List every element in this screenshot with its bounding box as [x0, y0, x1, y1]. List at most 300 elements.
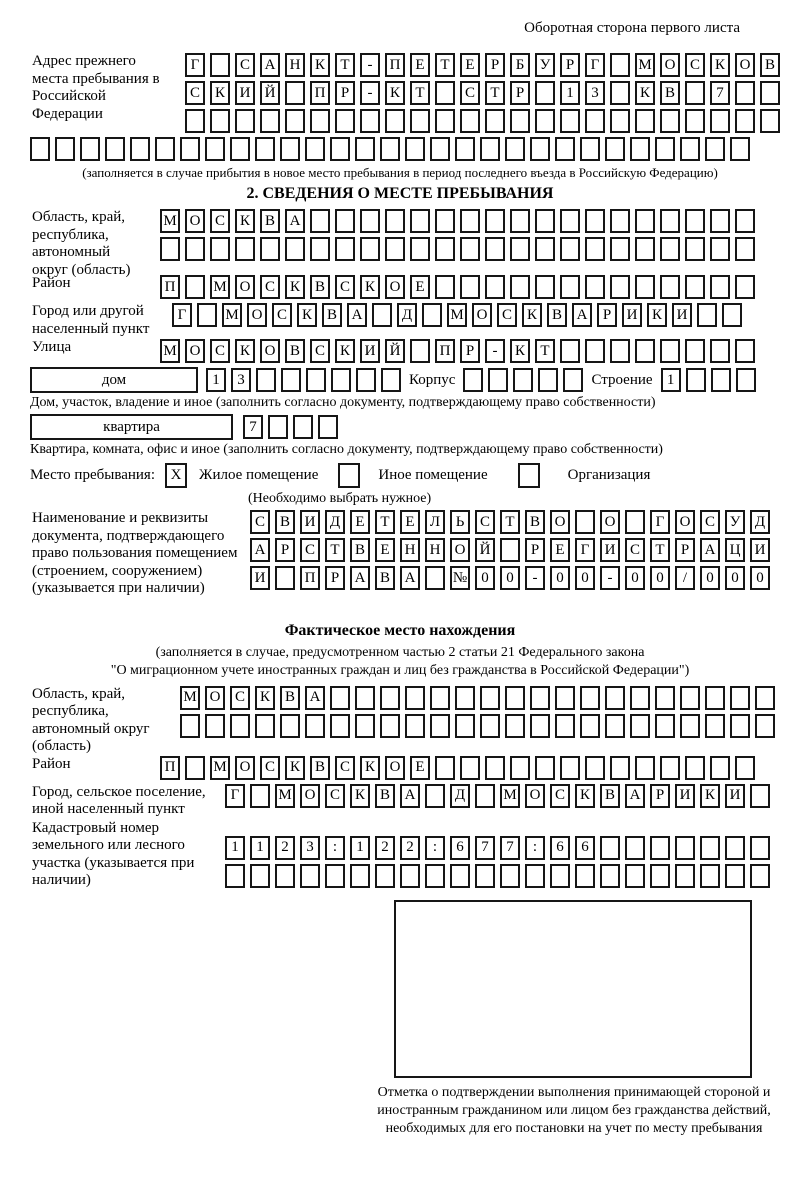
char-box[interactable]	[130, 137, 150, 161]
char-box[interactable]	[460, 756, 480, 780]
char-box[interactable]	[660, 756, 680, 780]
char-box[interactable]	[686, 368, 706, 392]
char-box[interactable]: Т	[500, 510, 520, 534]
char-box[interactable]	[750, 784, 770, 808]
char-box[interactable]: Д	[397, 303, 417, 327]
char-box[interactable]: 0	[500, 566, 520, 590]
char-box[interactable]: 0	[750, 566, 770, 590]
char-box[interactable]	[700, 836, 720, 860]
char-box[interactable]: П	[160, 756, 180, 780]
char-box[interactable]	[430, 714, 450, 738]
char-box[interactable]	[250, 784, 270, 808]
char-box[interactable]: С	[185, 81, 205, 105]
char-box[interactable]	[210, 237, 230, 261]
char-box[interactable]: В	[322, 303, 342, 327]
char-box[interactable]	[485, 209, 505, 233]
char-box[interactable]: О	[185, 209, 205, 233]
char-box[interactable]	[230, 137, 250, 161]
char-box[interactable]	[722, 303, 742, 327]
char-box[interactable]	[555, 686, 575, 710]
char-box[interactable]: М	[210, 756, 230, 780]
char-box[interactable]	[760, 81, 780, 105]
char-box[interactable]	[680, 137, 700, 161]
char-box[interactable]: А	[625, 784, 645, 808]
char-box[interactable]	[635, 339, 655, 363]
char-box[interactable]	[250, 864, 270, 888]
char-box[interactable]: Д	[450, 784, 470, 808]
char-box[interactable]	[630, 686, 650, 710]
char-box[interactable]	[585, 237, 605, 261]
char-box[interactable]	[610, 756, 630, 780]
char-box[interactable]	[372, 303, 392, 327]
char-box[interactable]	[435, 275, 455, 299]
char-box[interactable]	[180, 137, 200, 161]
char-box[interactable]: Г	[575, 538, 595, 562]
char-box[interactable]: -	[525, 566, 545, 590]
char-box[interactable]: С	[272, 303, 292, 327]
char-box[interactable]: Т	[435, 53, 455, 77]
char-box[interactable]	[30, 137, 50, 161]
char-box[interactable]: Г	[650, 510, 670, 534]
char-box[interactable]: М	[210, 275, 230, 299]
char-box[interactable]: 7	[475, 836, 495, 860]
char-box[interactable]	[630, 137, 650, 161]
char-box[interactable]	[710, 237, 730, 261]
char-box[interactable]	[331, 368, 351, 392]
char-box[interactable]: К	[335, 339, 355, 363]
char-box[interactable]	[205, 137, 225, 161]
char-box[interactable]: Р	[460, 339, 480, 363]
char-box[interactable]: Й	[385, 339, 405, 363]
char-box[interactable]	[575, 510, 595, 534]
char-box[interactable]	[460, 209, 480, 233]
char-box[interactable]	[610, 209, 630, 233]
char-box[interactable]	[580, 714, 600, 738]
char-box[interactable]	[385, 237, 405, 261]
char-box[interactable]	[425, 784, 445, 808]
char-box[interactable]: В	[280, 686, 300, 710]
char-box[interactable]: В	[375, 784, 395, 808]
char-box[interactable]: С	[700, 510, 720, 534]
char-box[interactable]: О	[185, 339, 205, 363]
char-box[interactable]: С	[685, 53, 705, 77]
char-box[interactable]	[560, 209, 580, 233]
char-box[interactable]: О	[247, 303, 267, 327]
char-box[interactable]: К	[310, 53, 330, 77]
char-box[interactable]: С	[310, 339, 330, 363]
char-box[interactable]	[356, 368, 376, 392]
char-box[interactable]	[625, 864, 645, 888]
char-box[interactable]	[460, 109, 480, 133]
char-box[interactable]: А	[400, 566, 420, 590]
char-box[interactable]	[335, 237, 355, 261]
char-box[interactable]: О	[450, 538, 470, 562]
char-box[interactable]	[575, 864, 595, 888]
char-box[interactable]: П	[385, 53, 405, 77]
char-box[interactable]	[285, 237, 305, 261]
char-box[interactable]	[280, 714, 300, 738]
char-box[interactable]	[318, 415, 338, 439]
char-box[interactable]	[350, 864, 370, 888]
char-box[interactable]: Д	[325, 510, 345, 534]
char-box[interactable]	[510, 275, 530, 299]
char-box[interactable]	[560, 275, 580, 299]
char-box[interactable]: К	[360, 275, 380, 299]
char-box[interactable]	[660, 275, 680, 299]
char-box[interactable]: С	[625, 538, 645, 562]
char-box[interactable]	[725, 836, 745, 860]
char-box[interactable]	[710, 339, 730, 363]
char-box[interactable]: К	[285, 756, 305, 780]
char-box[interactable]: :	[525, 836, 545, 860]
char-box[interactable]: М	[160, 339, 180, 363]
char-box[interactable]	[335, 109, 355, 133]
char-box[interactable]	[180, 714, 200, 738]
char-box[interactable]	[381, 368, 401, 392]
char-box[interactable]	[600, 836, 620, 860]
char-box[interactable]	[755, 714, 775, 738]
char-box[interactable]	[538, 368, 558, 392]
char-box[interactable]	[585, 339, 605, 363]
char-box[interactable]: В	[275, 510, 295, 534]
char-box[interactable]	[425, 566, 445, 590]
char-box[interactable]	[385, 209, 405, 233]
char-box[interactable]: 0	[575, 566, 595, 590]
char-box[interactable]: И	[750, 538, 770, 562]
char-box[interactable]	[725, 864, 745, 888]
char-box[interactable]: О	[205, 686, 225, 710]
char-box[interactable]: 1	[250, 836, 270, 860]
char-box[interactable]	[635, 237, 655, 261]
char-box[interactable]	[563, 368, 583, 392]
char-box[interactable]: Е	[410, 53, 430, 77]
char-box[interactable]	[280, 137, 300, 161]
char-box[interactable]: С	[497, 303, 517, 327]
char-box[interactable]	[360, 209, 380, 233]
char-box[interactable]	[630, 714, 650, 738]
char-box[interactable]	[310, 109, 330, 133]
char-box[interactable]	[735, 756, 755, 780]
char-box[interactable]: К	[350, 784, 370, 808]
char-box[interactable]	[655, 714, 675, 738]
char-box[interactable]	[585, 275, 605, 299]
char-box[interactable]	[660, 109, 680, 133]
char-box[interactable]	[735, 209, 755, 233]
char-box[interactable]	[355, 686, 375, 710]
char-box[interactable]	[306, 368, 326, 392]
char-box[interactable]	[255, 137, 275, 161]
char-box[interactable]	[675, 864, 695, 888]
char-box[interactable]	[500, 538, 520, 562]
char-box[interactable]: :	[425, 836, 445, 860]
char-box[interactable]	[185, 275, 205, 299]
char-box[interactable]	[735, 237, 755, 261]
char-box[interactable]	[750, 836, 770, 860]
char-box[interactable]: В	[375, 566, 395, 590]
char-box[interactable]	[185, 109, 205, 133]
char-box[interactable]: В	[525, 510, 545, 534]
char-box[interactable]	[736, 368, 756, 392]
char-box[interactable]	[513, 368, 533, 392]
char-box[interactable]	[435, 109, 455, 133]
char-box[interactable]	[160, 237, 180, 261]
char-box[interactable]	[635, 756, 655, 780]
char-box[interactable]: 0	[625, 566, 645, 590]
char-box[interactable]	[555, 714, 575, 738]
char-box[interactable]	[710, 209, 730, 233]
char-box[interactable]	[635, 109, 655, 133]
char-box[interactable]	[685, 339, 705, 363]
char-box[interactable]	[585, 109, 605, 133]
char-box[interactable]	[500, 864, 520, 888]
char-box[interactable]	[685, 237, 705, 261]
char-box[interactable]: 6	[550, 836, 570, 860]
char-box[interactable]: М	[275, 784, 295, 808]
char-box[interactable]	[610, 237, 630, 261]
char-box[interactable]: К	[510, 339, 530, 363]
char-box[interactable]: И	[725, 784, 745, 808]
char-box[interactable]	[697, 303, 717, 327]
char-box[interactable]	[700, 864, 720, 888]
char-box[interactable]: Г	[585, 53, 605, 77]
char-box[interactable]: К	[255, 686, 275, 710]
char-box[interactable]: Р	[275, 538, 295, 562]
char-box[interactable]	[310, 237, 330, 261]
char-box[interactable]	[625, 510, 645, 534]
char-box[interactable]: И	[672, 303, 692, 327]
char-box[interactable]: В	[285, 339, 305, 363]
char-box[interactable]: И	[360, 339, 380, 363]
char-box[interactable]	[255, 714, 275, 738]
char-box[interactable]: С	[550, 784, 570, 808]
char-box[interactable]	[530, 137, 550, 161]
char-box[interactable]	[705, 686, 725, 710]
char-box[interactable]: С	[230, 686, 250, 710]
char-box[interactable]	[610, 275, 630, 299]
char-box[interactable]	[480, 686, 500, 710]
char-box[interactable]	[510, 237, 530, 261]
char-box[interactable]: Ц	[725, 538, 745, 562]
char-box[interactable]	[185, 756, 205, 780]
char-box[interactable]: А	[347, 303, 367, 327]
char-box[interactable]	[293, 415, 313, 439]
char-box[interactable]: 1	[350, 836, 370, 860]
char-box[interactable]: В	[260, 209, 280, 233]
char-box[interactable]: И	[622, 303, 642, 327]
char-box[interactable]	[605, 714, 625, 738]
char-box[interactable]: О	[472, 303, 492, 327]
char-box[interactable]	[685, 209, 705, 233]
char-box[interactable]	[635, 209, 655, 233]
char-box[interactable]: Т	[375, 510, 395, 534]
char-box[interactable]	[105, 137, 125, 161]
char-box[interactable]: О	[600, 510, 620, 534]
char-box[interactable]	[450, 864, 470, 888]
char-box[interactable]	[330, 714, 350, 738]
char-box[interactable]	[560, 756, 580, 780]
char-box[interactable]: М	[635, 53, 655, 77]
char-box[interactable]: Т	[485, 81, 505, 105]
char-box[interactable]: 2	[375, 836, 395, 860]
char-box[interactable]: И	[675, 784, 695, 808]
char-box[interactable]: С	[260, 756, 280, 780]
char-box[interactable]: У	[725, 510, 745, 534]
char-box[interactable]: Б	[510, 53, 530, 77]
char-box[interactable]: К	[700, 784, 720, 808]
char-box[interactable]	[410, 209, 430, 233]
char-box[interactable]	[535, 81, 555, 105]
char-box[interactable]	[510, 109, 530, 133]
char-box[interactable]: О	[235, 756, 255, 780]
char-box[interactable]: 0	[550, 566, 570, 590]
char-box[interactable]	[197, 303, 217, 327]
char-box[interactable]: С	[335, 756, 355, 780]
char-box[interactable]	[405, 714, 425, 738]
char-box[interactable]	[705, 137, 725, 161]
char-box[interactable]: О	[735, 53, 755, 77]
char-box[interactable]	[730, 714, 750, 738]
char-box[interactable]	[530, 686, 550, 710]
char-box[interactable]	[750, 864, 770, 888]
char-box[interactable]: Г	[225, 784, 245, 808]
char-box[interactable]: Е	[460, 53, 480, 77]
char-box[interactable]	[405, 137, 425, 161]
char-box[interactable]: Е	[375, 538, 395, 562]
char-box[interactable]: Т	[650, 538, 670, 562]
char-box[interactable]	[380, 714, 400, 738]
char-box[interactable]	[655, 137, 675, 161]
char-box[interactable]	[480, 137, 500, 161]
char-box[interactable]: Е	[410, 756, 430, 780]
char-box[interactable]: Р	[650, 784, 670, 808]
char-box[interactable]	[660, 339, 680, 363]
char-box[interactable]: Е	[400, 510, 420, 534]
char-box[interactable]: И	[300, 510, 320, 534]
char-box[interactable]	[260, 109, 280, 133]
char-box[interactable]: 0	[700, 566, 720, 590]
char-box[interactable]	[485, 275, 505, 299]
char-box[interactable]	[330, 137, 350, 161]
char-box[interactable]	[305, 137, 325, 161]
char-box[interactable]: Р	[560, 53, 580, 77]
char-box[interactable]	[510, 756, 530, 780]
char-box[interactable]	[281, 368, 301, 392]
char-box[interactable]	[425, 864, 445, 888]
char-box[interactable]: С	[325, 784, 345, 808]
char-box[interactable]: В	[760, 53, 780, 77]
char-box[interactable]	[310, 209, 330, 233]
char-box[interactable]: В	[600, 784, 620, 808]
char-box[interactable]	[355, 714, 375, 738]
char-box[interactable]: У	[535, 53, 555, 77]
char-box[interactable]: О	[385, 756, 405, 780]
char-box[interactable]	[430, 137, 450, 161]
char-box[interactable]: 3	[231, 368, 251, 392]
char-box[interactable]: 2	[275, 836, 295, 860]
char-box[interactable]	[735, 275, 755, 299]
char-box[interactable]	[730, 137, 750, 161]
char-box[interactable]: Н	[400, 538, 420, 562]
char-box[interactable]: Г	[185, 53, 205, 77]
char-box[interactable]: Р	[510, 81, 530, 105]
char-box[interactable]	[550, 864, 570, 888]
char-box[interactable]: И	[600, 538, 620, 562]
char-box[interactable]	[485, 109, 505, 133]
char-box[interactable]	[485, 237, 505, 261]
char-box[interactable]	[710, 275, 730, 299]
char-box[interactable]: 0	[475, 566, 495, 590]
char-box[interactable]	[735, 81, 755, 105]
char-box[interactable]	[675, 836, 695, 860]
char-box[interactable]	[235, 237, 255, 261]
char-box[interactable]	[460, 237, 480, 261]
char-box[interactable]: Е	[410, 275, 430, 299]
char-box[interactable]	[685, 81, 705, 105]
char-box[interactable]	[680, 714, 700, 738]
char-box[interactable]: Р	[675, 538, 695, 562]
char-box[interactable]	[305, 714, 325, 738]
char-box[interactable]	[650, 864, 670, 888]
char-box[interactable]: О	[550, 510, 570, 534]
char-box[interactable]: 6	[450, 836, 470, 860]
char-box[interactable]: С	[210, 209, 230, 233]
char-box[interactable]	[155, 137, 175, 161]
char-box[interactable]: -	[360, 53, 380, 77]
char-box[interactable]: Й	[475, 538, 495, 562]
char-box[interactable]: Д	[750, 510, 770, 534]
char-box[interactable]	[410, 109, 430, 133]
char-box[interactable]	[275, 864, 295, 888]
char-box[interactable]: С	[300, 538, 320, 562]
char-box[interactable]: О	[660, 53, 680, 77]
checkbox-other-premises[interactable]	[338, 463, 360, 488]
char-box[interactable]: Р	[325, 566, 345, 590]
char-box[interactable]	[455, 686, 475, 710]
char-box[interactable]: В	[350, 538, 370, 562]
char-box[interactable]	[375, 864, 395, 888]
char-box[interactable]	[422, 303, 442, 327]
char-box[interactable]: Н	[425, 538, 445, 562]
char-box[interactable]: К	[235, 209, 255, 233]
char-box[interactable]	[710, 756, 730, 780]
char-box[interactable]	[455, 714, 475, 738]
char-box[interactable]	[585, 209, 605, 233]
char-box[interactable]	[210, 53, 230, 77]
char-box[interactable]	[488, 368, 508, 392]
char-box[interactable]	[460, 275, 480, 299]
char-box[interactable]: 7	[500, 836, 520, 860]
char-box[interactable]: А	[350, 566, 370, 590]
char-box[interactable]: 0	[725, 566, 745, 590]
char-box[interactable]	[185, 237, 205, 261]
char-box[interactable]: Ь	[450, 510, 470, 534]
char-box[interactable]	[410, 339, 430, 363]
char-box[interactable]: В	[547, 303, 567, 327]
char-box[interactable]: К	[360, 756, 380, 780]
char-box[interactable]: А	[260, 53, 280, 77]
char-box[interactable]: С	[460, 81, 480, 105]
char-box[interactable]: С	[475, 510, 495, 534]
char-box[interactable]: Р	[597, 303, 617, 327]
char-box[interactable]: М	[222, 303, 242, 327]
checkbox-organization[interactable]	[518, 463, 540, 488]
char-box[interactable]	[410, 237, 430, 261]
char-box[interactable]: И	[235, 81, 255, 105]
char-box[interactable]: 0	[650, 566, 670, 590]
char-box[interactable]: :	[325, 836, 345, 860]
char-box[interactable]: М	[160, 209, 180, 233]
char-box[interactable]: К	[297, 303, 317, 327]
